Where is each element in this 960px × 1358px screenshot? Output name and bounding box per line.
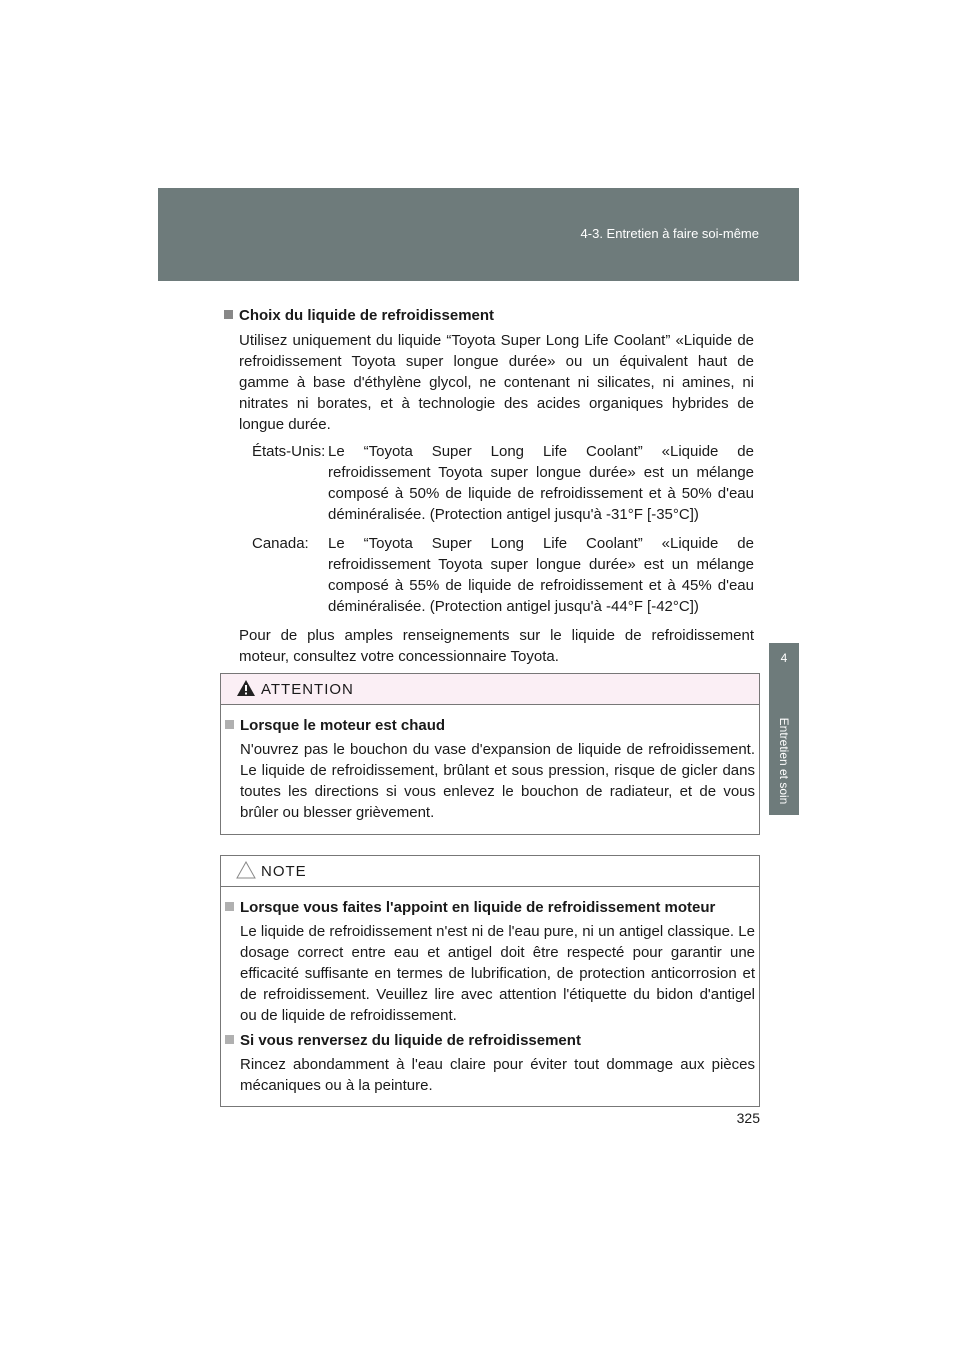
section-heading-text: Choix du liquide de refroidissement — [239, 307, 495, 324]
region-label: États-Unis: — [252, 443, 326, 460]
region-label: Canada: — [252, 535, 309, 552]
note-body — [221, 887, 759, 1096]
square-bullet-icon — [224, 310, 233, 319]
header-band — [158, 188, 799, 281]
caution-outline-icon — [236, 861, 256, 879]
note-header — [221, 856, 759, 887]
region-text: Le “Toyota Super Long Life Coolant” «Liquide de refroidissement Toyota super longue durée» est un mélange composé à 55% de liquide de refroidissement et à 45% d'eau déminéralisée. (Protection antigel jusqu'à -44°F [-42°C]) — [328, 535, 754, 615]
note-item-text: Rincez abondamment à l'eau claire pour éviter tout dommage aux pièces mécaniques ou à la peinture. — [240, 1056, 755, 1094]
note-item-heading-text: Si vous renversez du liquide de refroidissement — [240, 1032, 581, 1049]
attention-box — [220, 673, 760, 835]
region-canada — [252, 533, 754, 617]
attention-item-heading-text: Lorsque le moteur est chaud — [240, 717, 446, 734]
note-item-heading-text: Lorsque vous faites l'appoint en liquide de refroidissement moteur — [240, 899, 716, 916]
footer-paragraph: Pour de plus amples renseignements sur le liquide de refroidissement moteur, consultez votre concessionnaire Toyota. — [239, 627, 754, 665]
square-bullet-icon — [225, 720, 234, 729]
section-heading — [224, 307, 754, 324]
section-title: 4-3. Entretien à faire soi-même — [580, 226, 759, 241]
chapter-title-tab — [769, 707, 799, 815]
chapter-title: Entretien et soin — [777, 717, 791, 805]
note-item-heading — [225, 1032, 755, 1049]
warning-filled-icon — [236, 679, 256, 697]
region-text: Le “Toyota Super Long Life Coolant” «Liquide de refroidissement Toyota super longue durée» est un mélange composé à 50% de liquide de refroidissement et à 50% d'eau déminéralisée. (Protection antigel jusqu'à -31°F [-35°C]) — [328, 443, 754, 523]
note-title: NOTE — [261, 863, 307, 880]
square-bullet-icon — [225, 1035, 234, 1044]
main-content — [224, 307, 754, 667]
chapter-number-tab — [769, 643, 799, 707]
chapter-number: 4 — [780, 651, 788, 665]
attention-title: ATTENTION — [261, 681, 354, 698]
note-item-heading — [225, 899, 755, 916]
attention-item-heading — [225, 717, 755, 734]
region-usa — [252, 441, 754, 525]
note-item-text: Le liquide de refroidissement n'est ni de l'eau pure, ni un antigel classique. Le dosage correct entre eau et antigel doit être respecté pour garantir une efficacité suffisante en termes de lubrification, de protection anticorrosion et de refroidissement. Veuillez lire avec attention l'étiquette du bidon d'antigel ou de liquide de refroidissement. — [240, 923, 755, 1024]
attention-body — [221, 705, 759, 823]
attention-header — [221, 674, 759, 705]
page-number: 325 — [736, 1110, 760, 1126]
square-bullet-icon — [225, 902, 234, 911]
note-box — [220, 855, 760, 1107]
side-tab — [769, 281, 799, 1358]
intro-paragraph: Utilisez uniquement du liquide “Toyota Super Long Life Coolant” «Liquide de refroidissement Toyota super longue durée» ou un équivalent haut de gamme à base d'éthylène glycol, ne contenant ni silicates, ni amines, ni nitrates ni borates, et à technologie des acides organiques hybrides de longue durée. — [239, 332, 754, 433]
attention-item-text: N'ouvrez pas le bouchon du vase d'expansion de liquide de refroidissement. Le liquide de refroidissement, brûlant et sous pression, risque de gicler dans toutes les directions si vous enlevez le bouchon de radiateur, et de vous brûler ou blesser grièvement. — [240, 741, 755, 821]
